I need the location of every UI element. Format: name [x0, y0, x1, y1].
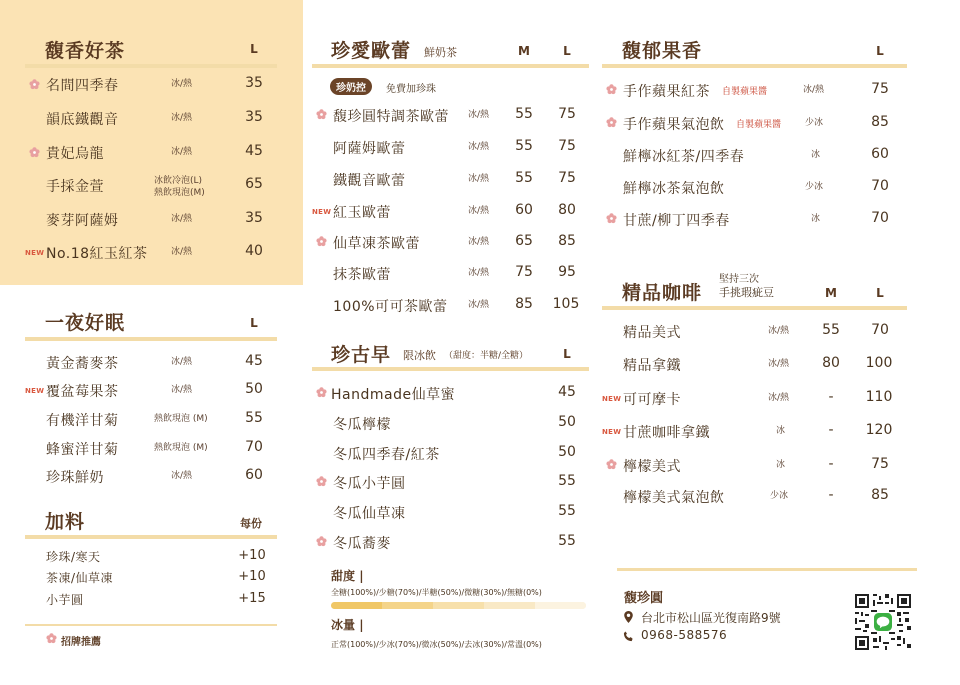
item-temp: 熱飲現泡 (M) — [154, 443, 208, 453]
item-price: 70 — [245, 439, 263, 455]
new-badge: NEW — [25, 387, 45, 395]
item-price-m: 55 — [822, 322, 840, 338]
item-name: 抹茶歐蕾 — [333, 267, 391, 283]
item-price: 55 — [558, 473, 576, 489]
item-price-m: 60 — [515, 202, 533, 218]
item-price: 55 — [558, 533, 576, 549]
item-temp: 冰/熱 — [468, 142, 490, 152]
item-price-l: 110 — [865, 389, 893, 405]
item-price-m: - — [828, 389, 834, 405]
item-price: 70 — [871, 178, 889, 194]
section-title-fragrant-tea: 馥香好茶 — [45, 40, 126, 62]
item-name: 覆盆莓果茶 — [46, 384, 119, 400]
item-name: Handmade仙草蜜 — [331, 387, 456, 403]
item-name: 仙草凍茶歐蕾 — [333, 236, 420, 252]
flower-icon — [46, 633, 57, 644]
line-logo-icon — [874, 613, 892, 631]
col-header-each: 每份 — [240, 517, 262, 530]
item-temp: 冰 — [776, 460, 786, 470]
item-temp-2: 熱飲現泡(M) — [154, 188, 205, 198]
item-name: 名間四季春 — [46, 78, 119, 94]
item-temp: 冰/熱 — [171, 147, 193, 157]
item-temp: 冰/熱 — [468, 300, 490, 310]
section-rule — [312, 367, 589, 371]
item-price-l: 75 — [871, 456, 889, 472]
section-title-old-school: 珍古早 — [331, 344, 392, 366]
col-header-m: M — [518, 44, 530, 58]
item-temp: 冰/熱 — [468, 237, 490, 247]
new-badge: NEW — [602, 395, 622, 403]
sugar-level-bar — [331, 602, 586, 609]
item-price-m: 55 — [515, 138, 533, 154]
flower-icon — [606, 459, 617, 470]
item-temp: 冰/熱 — [768, 359, 790, 369]
item-price-l: 120 — [865, 422, 893, 438]
item-name: 鐵觀音歐蕾 — [333, 173, 406, 189]
item-temp: 少冰 — [770, 491, 789, 501]
badge-note: 免費加珍珠 — [386, 84, 436, 95]
ice-options: 正常(100%)/少冰(70%)/微冰(50%)/去冰(30%)/常溫(0%) — [331, 640, 542, 649]
item-temp: 冰/熱 — [768, 326, 790, 336]
item-price: +10 — [238, 569, 266, 584]
item-temp: 冰/熱 — [803, 85, 825, 95]
flower-icon — [316, 387, 327, 398]
item-name: 茶凍/仙草凍 — [46, 571, 114, 585]
item-name: No.18紅玉紅茶 — [46, 246, 148, 262]
section-subnote: （甜度：半糖/全糖） — [444, 351, 529, 361]
section-rule — [25, 64, 277, 68]
item-temp: 少冰 — [805, 118, 824, 128]
sugar-label: 甜度 | — [331, 569, 364, 583]
item-name: 甘蔗/柳丁四季春 — [623, 213, 730, 229]
item-price: 65 — [245, 176, 263, 192]
item-name: 冬瓜蕎麥 — [333, 536, 391, 552]
flower-icon — [316, 109, 327, 120]
item-price-m: - — [828, 422, 834, 438]
section-rule — [602, 64, 907, 68]
col-header-l: L — [563, 44, 571, 58]
item-temp: 少冰 — [805, 182, 824, 192]
item-price-l: 105 — [552, 296, 580, 312]
item-price-l: 85 — [558, 233, 576, 249]
item-price-m: - — [828, 487, 834, 503]
item-name: 冬瓜四季春/紅茶 — [333, 447, 440, 463]
item-price: 50 — [558, 444, 576, 460]
item-price-m: 55 — [515, 106, 533, 122]
map-pin-icon — [624, 611, 633, 623]
item-name: 檸檬美式 — [623, 459, 681, 475]
item-price: +10 — [238, 548, 266, 563]
section-rule — [25, 535, 277, 539]
item-name: 珍珠/寒天 — [46, 550, 101, 564]
item-temp: 冰/熱 — [468, 268, 490, 278]
section-rule — [25, 337, 277, 341]
item-temp: 冰/熱 — [171, 214, 193, 224]
item-name: 麥芽阿薩姆 — [46, 213, 119, 229]
item-price-l: 75 — [558, 138, 576, 154]
item-price-m: 65 — [515, 233, 533, 249]
store-address: 台北市松山區光復南路9號 — [641, 611, 781, 625]
item-price-m: 85 — [515, 296, 533, 312]
item-price-l: 75 — [558, 170, 576, 186]
item-name: 冬瓜小芋圓 — [333, 476, 406, 492]
item-price-l: 95 — [558, 264, 576, 280]
flower-icon — [29, 147, 40, 158]
item-tag-homemade: 自製蘋果醬 — [722, 87, 768, 97]
item-name: 紅玉歐蕾 — [333, 205, 391, 221]
item-temp: 冰 — [776, 426, 786, 436]
new-badge: NEW — [25, 249, 45, 257]
section-rule — [617, 568, 917, 571]
flower-icon — [606, 213, 617, 224]
item-temp: 冰 — [811, 150, 821, 160]
item-price: 70 — [871, 210, 889, 226]
item-price-m: - — [828, 456, 834, 472]
item-name: 阿薩姆歐蕾 — [333, 141, 406, 157]
col-header-l: L — [250, 316, 258, 330]
item-price: 50 — [558, 414, 576, 430]
item-name: 手作蘋果氣泡飲 — [623, 117, 725, 133]
item-price-l: 85 — [871, 487, 889, 503]
item-temp: 冰/熱 — [171, 471, 193, 481]
item-price: 45 — [558, 384, 576, 400]
item-price: 45 — [245, 143, 263, 159]
item-name: 有機洋甘菊 — [46, 413, 119, 429]
item-price: 60 — [245, 467, 263, 483]
coffee-note-1: 堅持三次 — [719, 274, 759, 285]
item-price-m: 55 — [515, 170, 533, 186]
item-name: 馥珍圓特調茶歐蕾 — [333, 109, 449, 125]
item-price: 55 — [245, 410, 263, 426]
item-price: 75 — [871, 81, 889, 97]
item-price: 45 — [245, 353, 263, 369]
item-name: 100%可可茶歐蕾 — [333, 299, 448, 315]
section-rule — [602, 306, 907, 310]
item-price-l: 80 — [558, 202, 576, 218]
item-temp: 冰/熱 — [171, 79, 193, 89]
item-name: 精品拿鐵 — [623, 358, 681, 374]
section-title-coffee: 精品咖啡 — [622, 282, 703, 304]
section-title-toppings: 加料 — [45, 511, 86, 533]
new-badge: NEW — [602, 428, 622, 436]
coffee-note-2: 手挑瑕疵豆 — [719, 286, 774, 299]
col-header-m: M — [825, 286, 837, 300]
item-name: 鮮檸冰紅茶/四季春 — [623, 149, 745, 165]
item-price-m: 75 — [515, 264, 533, 280]
flower-icon — [29, 79, 40, 90]
item-temp: 冰/熱 — [768, 393, 790, 403]
section-title-good-sleep: 一夜好眠 — [45, 312, 126, 334]
item-temp: 冰飲冷泡(L) — [154, 176, 203, 186]
section-rule — [25, 624, 277, 626]
item-name: 韻底鐵觀音 — [46, 112, 119, 128]
store-phone: 0968-588576 — [641, 628, 728, 642]
badge-pearl-lover: 珍奶控 — [330, 78, 372, 95]
item-price: 55 — [558, 503, 576, 519]
item-name: 手作蘋果紅茶 — [623, 84, 710, 100]
item-price-l: 75 — [558, 106, 576, 122]
ice-label: 冰量 | — [331, 618, 364, 632]
item-name: 蜂蜜洋甘菊 — [46, 442, 119, 458]
item-temp: 冰/熱 — [468, 206, 490, 216]
section-subtitle: 鮮奶茶 — [424, 46, 457, 59]
item-temp: 冰/熱 — [171, 113, 193, 123]
section-title-au-lait: 珍愛歐蕾 — [331, 40, 412, 62]
item-temp: 冰/熱 — [171, 357, 193, 367]
item-name: 鮮檸冰茶氣泡飲 — [623, 181, 725, 197]
item-name: 精品美式 — [623, 325, 681, 341]
item-temp: 冰/熱 — [171, 385, 193, 395]
item-price-l: 100 — [865, 355, 893, 371]
item-name: 甘蔗咖啡拿鐵 — [623, 425, 710, 441]
item-temp: 熱飲現泡 (M) — [154, 414, 208, 424]
item-temp: 冰/熱 — [468, 174, 490, 184]
sugar-options: 全糖(100%)/少糖(70%)/半糖(50%)/微糖(30%)/無糖(0%) — [331, 588, 542, 597]
flower-icon — [316, 476, 327, 487]
item-name: 珍珠鮮奶 — [46, 470, 104, 486]
flower-icon — [606, 84, 617, 95]
phone-icon — [623, 631, 634, 642]
item-temp: 冰/熱 — [171, 247, 193, 257]
item-name: 黃金蕎麥茶 — [46, 356, 119, 372]
item-price: 35 — [245, 75, 263, 91]
col-header-l: L — [250, 42, 258, 56]
col-header-l: L — [876, 286, 884, 300]
item-temp: 冰/熱 — [468, 110, 490, 120]
section-rule — [312, 64, 589, 68]
item-price-m: 80 — [822, 355, 840, 371]
item-price-l: 70 — [871, 322, 889, 338]
new-badge: NEW — [312, 208, 332, 216]
flower-icon — [316, 536, 327, 547]
item-name: 貴妃烏龍 — [46, 146, 104, 162]
item-price: 50 — [245, 381, 263, 397]
item-price: +15 — [238, 591, 266, 606]
col-header-l: L — [876, 44, 884, 58]
section-title-fruity: 馥郁果香 — [622, 40, 703, 62]
flower-icon — [316, 236, 327, 247]
item-name: 冬瓜仙草凍 — [333, 506, 406, 522]
item-price: 60 — [871, 146, 889, 162]
item-name: 小芋圓 — [46, 593, 84, 607]
item-name: 檸檬美式氣泡飲 — [623, 490, 725, 506]
section-subtitle: 限冰飲 — [403, 349, 436, 362]
col-header-l: L — [563, 347, 571, 361]
item-name: 可可摩卡 — [623, 392, 681, 408]
item-price: 85 — [871, 114, 889, 130]
legend-signature: 招牌推薦 — [61, 637, 101, 648]
item-tag-homemade: 自製蘋果醬 — [736, 120, 782, 130]
item-temp: 冰 — [811, 214, 821, 224]
item-name: 冬瓜檸檬 — [333, 417, 391, 433]
item-name: 手採金萱 — [46, 179, 104, 195]
item-price: 35 — [245, 210, 263, 226]
flower-icon — [606, 117, 617, 128]
item-price: 40 — [245, 243, 263, 259]
store-name: 馥珍圓 — [624, 591, 664, 606]
item-price: 35 — [245, 109, 263, 125]
